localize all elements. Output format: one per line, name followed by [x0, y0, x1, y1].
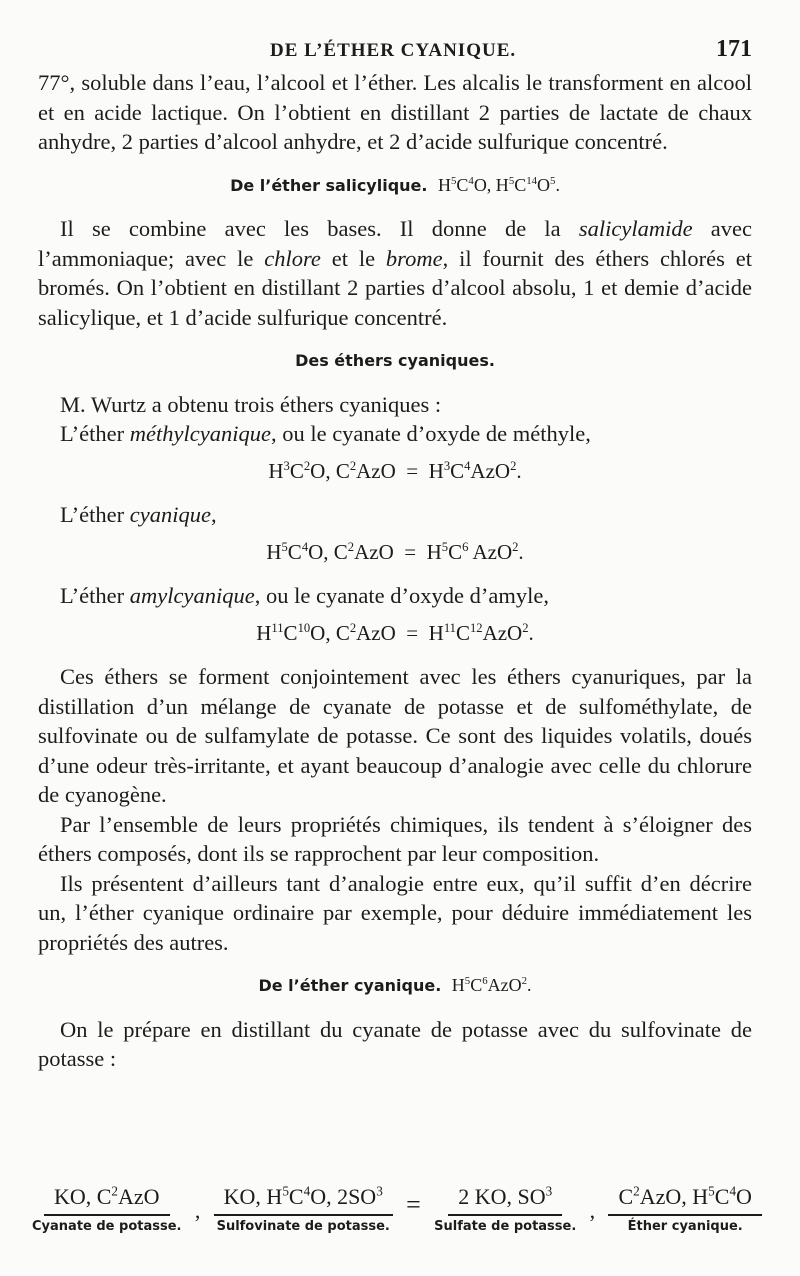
paragraph-lactic-ether-end: 77°, soluble dans l’eau, l’alcool et l’éther. Les alcalis le transforment en alcool et en acide lactique. On l’obtient en distillant 2 parties de lactate de chaux anhydre, 2 parties d’alcool anhydre, et 2 d’acide sulfurique concentré.	[38, 70, 752, 154]
paragraph-properties: Par l’ensemble de leurs propriétés chimiques, ils tendent à s’éloigner des éthers composés, dont ils se rapprochent par leur composition.	[38, 811, 752, 866]
paragraph-analogy: Ils présentent d’ailleurs tant d’analogie entre eux, qu’il suffit d’en décrire un, l’éther cyanique ordinaire par exemple, pour déduire immédiatement les propriétés des autres.	[38, 870, 752, 955]
paragraph-wurtz: M. Wurtz a obtenu trois éthers cyaniques :	[60, 391, 442, 417]
equation-term-sulfovinate	[214, 1184, 393, 1234]
section-heading: De l’éther cyanique.	[258, 976, 442, 995]
term-label: Sulfate de potasse.	[434, 1219, 577, 1234]
equation-comma: ,	[194, 1198, 201, 1223]
section-title-salicylic	[38, 171, 752, 201]
term-formula: KO, $H^5C^4O$, $2SO^3$	[214, 1184, 393, 1216]
running-head: DE L’ÉTHER CYANIQUE.	[270, 40, 517, 61]
equation-term-cyanate	[32, 1184, 181, 1234]
term-label: Sulfovinate de potasse.	[216, 1219, 390, 1234]
ether-methylcyanique: L’éther méthylcyanique, ou le cyanate d’oxyde de méthyle,	[60, 421, 591, 446]
page-number: 171	[716, 36, 752, 62]
equation-term-sulfate	[434, 1184, 576, 1234]
page-body	[38, 68, 752, 1074]
paragraph-salicylic: Il se combine avec les bases. Il donne de la salicylamide avec l’ammoniaque; avec le chlore et le brome, il fournit des éthers chlorés et bromés. On l’obtient en distillant 2 parties d’alcool absolu, 1 et demie d’acide salicylique, et 1 d’acide sulfurique concentré.	[38, 216, 753, 330]
section-title-cyanic-ethers	[38, 346, 752, 376]
section-formula: $H^5C^6AzO^2$.	[451, 975, 532, 995]
term-formula: $C^2AzO$, $H^5C^4O$	[608, 1184, 761, 1216]
equation-equals: =	[406, 1190, 421, 1219]
section-heading: De l’éther salicylique.	[230, 175, 428, 195]
paragraph-formation: Ces éthers se forment conjointement avec les éthers cyanuriques, par la distillation d’un mélange de cyanate de potasse et de sulfométhylate, de sulfovinate ou de sulfamylate de potasse. Ce sont des liquides volatils, doués d’une odeur très-irritante, et ayant beaucoup d’analogie avec celle du chlorure de cyanogène.	[38, 664, 752, 807]
ether-cyanique: L’éther cyanique,	[60, 502, 217, 527]
equation-term-ether	[608, 1184, 761, 1234]
paragraph-preparation: On le prépare en distillant du cyanate de potasse avec du sulfovinate de potasse :	[38, 1016, 752, 1071]
page-header	[38, 36, 752, 66]
section-title-cyanic-ether	[38, 971, 752, 1001]
formula-amylcyanique: $H^{11}C^{10}O$, $C^2AzO = H^{11}C^{12}AzO^2$.	[256, 620, 534, 645]
equation-comma: ,	[589, 1198, 596, 1223]
term-label: Éther cyanique.	[627, 1219, 743, 1234]
formula-cyanique: $H^5C^4O$, $C^2AzO = H^5C^6$ AzO$^2$.	[266, 539, 524, 564]
term-formula: KO, $C^2AzO$	[44, 1184, 170, 1216]
section-heading: Des éthers cyaniques.	[295, 351, 495, 370]
reaction-equation	[32, 1184, 762, 1244]
term-label: Cyanate de potasse.	[32, 1219, 182, 1234]
section-formula: $H^5C^4O$, $H^5C^{14}O^5$.	[437, 174, 560, 195]
ether-amylcyanique: L’éther amylcyanique, ou le cyanate d’oxyde d’amyle,	[60, 583, 549, 608]
term-formula: 2 KO, $SO^3$	[448, 1184, 562, 1216]
formula-methylcyanique: $H^3C^2O$, $C^2AzO = H^3C^4AzO^2$.	[268, 458, 522, 483]
